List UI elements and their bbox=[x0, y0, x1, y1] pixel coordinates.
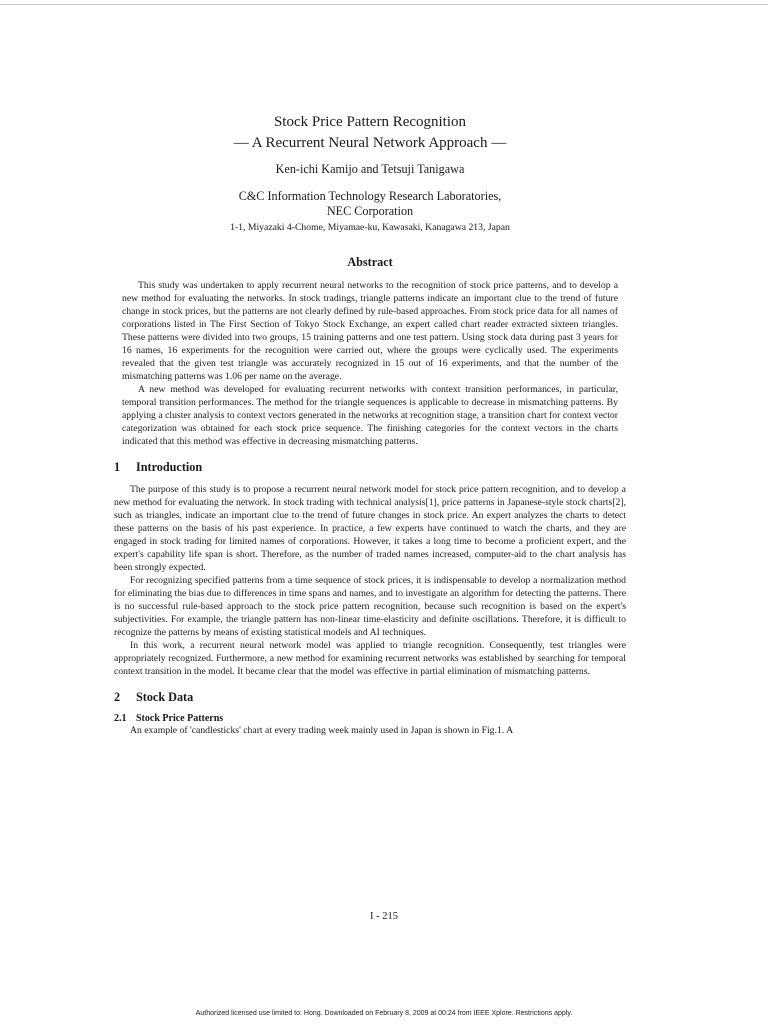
body-paragraph: For recognizing specified patterns from a time sequence of stock prices, it is indispensable to develop a normalization method for eliminating the bias due to differences in time spans and names, and to investigate an algorithm for detecting the patterns. There is no successful rule-based approach to the stock price pattern recognition, because such recognition is based on the expert's subjectivities. For example, the triangle pattern has non-linear time-elasticity and definite oscillations. Therefore, it is difficult to recognize the patterns by means of existing statistical models and AI techniques. bbox=[114, 575, 626, 638]
body-paragraph: In this work, a recurrent neural network model was applied to triangle recognition. Consequently, test triangles were appropriately recognized. Furthermore, a new method for examining recurrent networks was established by searching for temporal context transition in the model. It became clear that the model was effective in partial elimination of mismatching patterns. bbox=[114, 640, 626, 677]
affiliation-line-1: C&C Information Technology Research Laboratories, bbox=[238, 189, 502, 203]
subsection-heading bbox=[114, 713, 626, 724]
body-paragraph: The purpose of this study is to propose a recurrent neural network model for stock price pattern recognition, and to develop a new method for evaluating the network. In stock trading with technical analysis[1], price patterns in Japanese-style stock charts[2], such as triangles, indicate an important clue to the trend of future changes in stock price. An expert analyzes the charts to detect these patterns on the basis of his past experience. In practice, a few experts have continued to watch the charts, and they are engaged in stock trading for limited names of corporations. However, it takes a long time to become a proficient expert, and the expert's capability life span is short. Therefore, as the number of traded names increased, computer-aid to the chart analysis has been strongly expected. bbox=[114, 484, 626, 573]
affiliation-line-2: NEC Corporation bbox=[326, 204, 414, 218]
paper-page bbox=[114, 112, 626, 737]
title-line-1: Stock Price Pattern Recognition bbox=[273, 114, 467, 130]
section-number: 1 bbox=[114, 460, 121, 474]
top-rule bbox=[0, 4, 768, 5]
abstract-body bbox=[114, 279, 626, 448]
section-title: Stock Data bbox=[136, 690, 194, 704]
subsection-number: 2.1 bbox=[114, 713, 127, 724]
title-line-2: — A Recurrent Neural Network Approach — bbox=[233, 135, 507, 151]
subsection-title: Stock Price Patterns bbox=[136, 713, 224, 724]
address: 1-1, Miyazaki 4-Chome, Miyamae-ku, Kawasaki, Kanagawa 213, Japan bbox=[230, 222, 510, 233]
license-footer: Authorized licensed use limited to: Hong. Downloaded on February 8, 2009 at 00:24 from IEEE Xplore. Restrictions apply. bbox=[195, 1010, 573, 1017]
section-introduction bbox=[114, 460, 626, 678]
section-title: Introduction bbox=[136, 460, 203, 474]
section-heading bbox=[114, 690, 626, 705]
section-number: 2 bbox=[114, 690, 121, 704]
abstract-paragraph: This study was undertaken to apply recurrent neural networks to the recognition of stock price patterns, and to develop a new method for evaluating the networks. In stock tradings, triangle patterns indicate an important clue to the trend of future change in stock prices, but the patterns are not clearly defined by rule-based approaches. From stock price data for all names of corporations listed in The First Section of Tokyo Stock Exchange, an expert called chart reader extracted sixteen triangles. These patterns were divided into two groups, 15 training patterns and one test pattern. Using stock data during past 3 years for 16 names, 16 experiments for the recognition were carried out, where the groups were cyclically used. The experiments revealed that the given test triangle was accurately recognized in 15 out of 16 experiments, and that the number of the mismatching patterns was 1.06 per name on the average. bbox=[122, 280, 618, 382]
body-paragraph: An example of 'candlesticks' chart at every trading week mainly used in Japan is shown in Fig.1. A bbox=[130, 725, 514, 736]
section-heading bbox=[114, 460, 626, 475]
abstract-paragraph: A new method was developed for evaluating recurrent networks with context transition performances, in particular, temporal transition performances. The method for the triangle sequences is applicable to decrease in mismatching patterns. By applying a cluster analysis to context vectors generated in the networks at recognition stage, a transition chart for context vector categorization was obtained for each stock price sequence. The finishing categories for the context vectors in the charts indicated that this method was effective in decreasing mismatching patterns. bbox=[122, 384, 618, 447]
abstract-heading: Abstract bbox=[347, 255, 393, 269]
section-stock-data bbox=[114, 690, 626, 737]
affiliation bbox=[114, 189, 626, 219]
authors: Ken-ichi Kamijo and Tetsuji Tanigawa bbox=[275, 162, 465, 176]
paper-title bbox=[114, 112, 626, 154]
page-number: I - 215 bbox=[370, 911, 398, 922]
